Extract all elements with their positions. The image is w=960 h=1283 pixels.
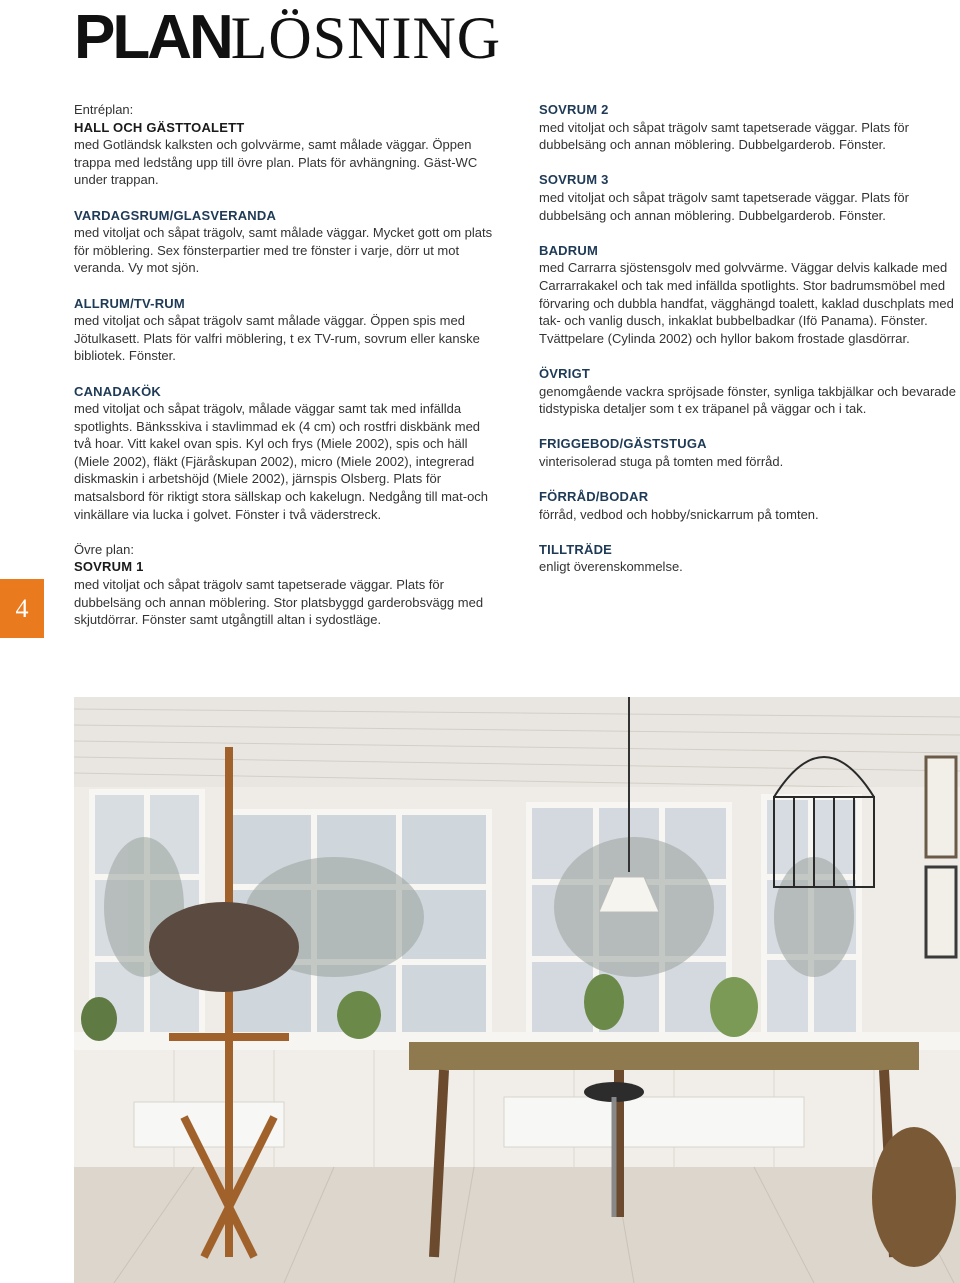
page-title	[74, 2, 501, 72]
page-number-tab	[0, 579, 44, 638]
section-text: med Gotländsk kalksten och golvvärme, samt målade väggar. Öppen trappa med ledstång upp till övre plan. Plats för avhängning. Gäst-WC under trappan.	[74, 137, 478, 188]
section-lead: Övre plan:	[74, 541, 134, 557]
table-top	[409, 1042, 919, 1070]
section-heading: VARDAGSRUM/GLASVERANDA	[74, 207, 277, 223]
section-sovrum-3	[539, 171, 960, 224]
section-heading: ÖVRIGT	[539, 365, 591, 381]
glass-veranda-illustration	[74, 697, 960, 1283]
section-text: med vitoljat och såpat trägolv samt målade väggar. Öppen spis med Jötulkasett. Plats för valfri möblering, t ex TV-rum, sovrum eller kanske bibliotek. Fönster.	[74, 313, 480, 364]
right-column	[539, 101, 960, 594]
section-badrum	[539, 242, 960, 348]
section-text: med vitoljat och såpat trägolv, samt målade väggar. Mycket gott om plats för möblering. Sex fönsterpartier med tre fönster i varje, dörr ut mot veranda. Vy mot sjön.	[74, 225, 493, 276]
section-friggebod	[539, 435, 960, 470]
section-heading: SOVRUM 1	[74, 559, 144, 575]
basket	[872, 1127, 956, 1267]
section-text: med vitoljat och såpat trägolv samt tapetserade väggar. Plats för dubbelsäng och annan möblering. Stor platsbyggd garderobsvägg med skjutdörrar. Fönster samt utgångtill altan i sydostläge.	[74, 577, 484, 628]
section-heading: ALLRUM/TV-RUM	[74, 295, 185, 311]
section-text: enligt överenskommelse.	[539, 559, 683, 575]
section-heading: FÖRRÅD/BODAR	[539, 489, 649, 505]
section-canadakok	[74, 383, 494, 524]
section-text: förråd, vedbod och hobby/snickarrum på tomten.	[539, 506, 819, 522]
section-tilltrade	[539, 541, 960, 576]
section-heading: CANADAKÖK	[74, 383, 162, 399]
section-sovrum-2	[539, 101, 960, 154]
picture-frame	[926, 757, 956, 857]
section-vardagsrum	[74, 207, 494, 277]
picture-frame	[926, 867, 956, 957]
interior-photo	[74, 697, 960, 1283]
section-allrum	[74, 295, 494, 365]
section-ovrigt	[539, 365, 960, 418]
left-column	[74, 101, 494, 646]
section-heading: SOVRUM 2	[539, 102, 609, 117]
section-text: genomgående vackra spröjsade fönster, synliga takbjälkar och bevarade tidstypiska detaljer som t ex träpanel på väggar och i tak.	[539, 383, 956, 417]
section-sovrum-1	[74, 541, 494, 629]
section-heading: HALL OCH GÄSTTOALETT	[74, 119, 245, 135]
section-heading: SOVRUM 3	[539, 172, 609, 188]
section-text: med vitoljat och såpat trägolv samt tapetserade väggar. Plats för dubbelsäng och annan möblering. Dubbelgarderob. Fönster.	[539, 119, 909, 153]
section-text: vinterisolerad stuga på tomten med förråd.	[539, 453, 784, 469]
title-light: LÖSNING	[230, 5, 502, 71]
section-lead: Entréplan:	[74, 102, 134, 117]
section-heading: TILLTRÄDE	[539, 541, 613, 557]
section-heading: FRIGGEBOD/GÄSTSTUGA	[539, 436, 707, 452]
radiator	[504, 1097, 804, 1147]
section-text: med vitoljat och såpat trägolv samt tapetserade väggar. Plats för dubbelsäng och annan möblering. Dubbelgarderob. Fönster.	[539, 189, 909, 223]
palette	[149, 902, 299, 992]
title-bold: PLAN	[74, 3, 231, 72]
section-heading: BADRUM	[539, 242, 598, 258]
section-text: med Carrarra sjöstensgolv med golvvärme. Väggar delvis kalkade med Carrarrakakel och tak med infällda spotlights. Stor badrumsmöbel med förvaring och dubbla handfat, vägghängd toalett, kaklad duschplats med tak- och vanlig dusch, inkaklat bubbelbadkar (Ifö Panama). Fönster. Tvättpelare (Cylinda 2002) och hyllor bakom frostade glasdörrar.	[539, 260, 954, 346]
floor	[74, 1167, 960, 1283]
section-forrad	[539, 488, 960, 523]
section-text: med vitoljat och såpat trägolv, målade väggar samt tak med infällda spotlights. Bänksskiva i stavlimmad ek (4 cm) och rostfri diskbänk med två hoar. Vitt kakel ovan spis. Kyl och frys (Miele 2002), spis och häll (Miele 2002), fläkt (Fjäråskupan 2002), micro (Miele 2002), integrerad diskmaskin i arbetshöjd (Miele 2002), järnspis Olsberg. Plats för matsalsbord för riktigt stora sällskap och kakelugn. Nedgång till mat-och vinkällare via lucka i golvet. Fönster i två väderstreck.	[74, 401, 489, 522]
section-hall	[74, 101, 494, 189]
page-number: 4	[15, 594, 29, 623]
